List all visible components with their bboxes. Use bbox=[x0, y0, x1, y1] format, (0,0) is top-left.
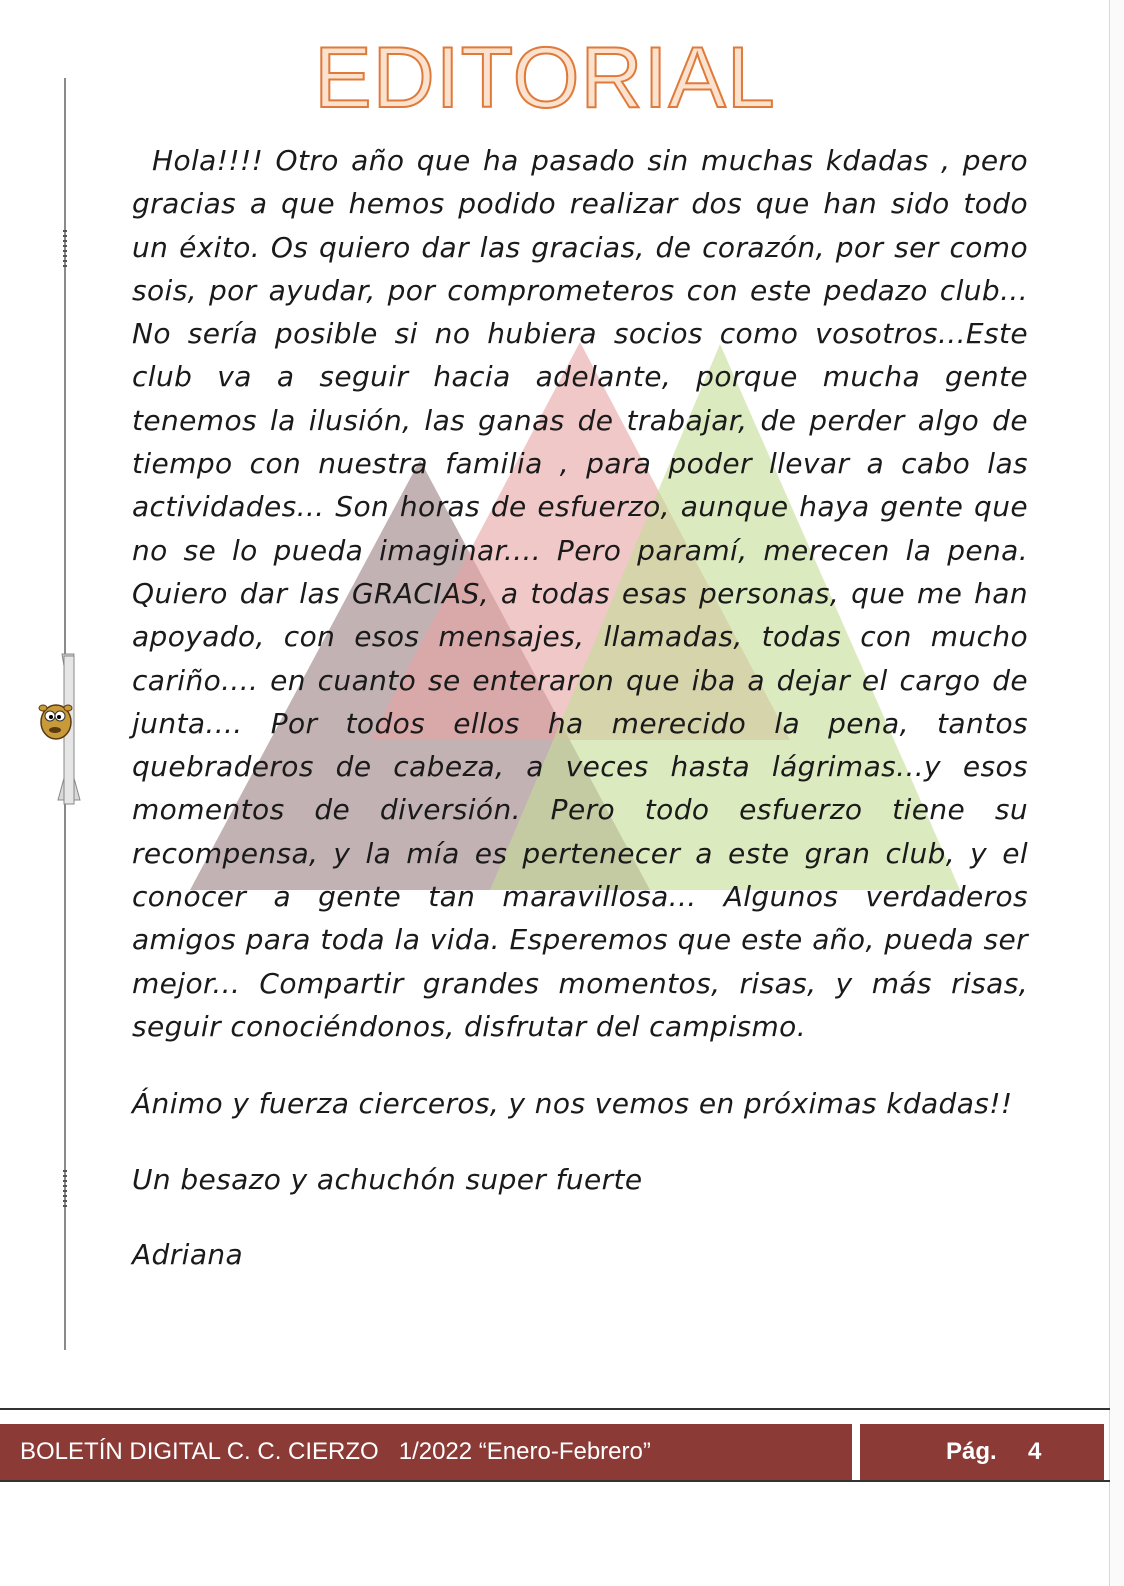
farewell-line: Un besazo y achuchón super fuerte bbox=[132, 1162, 643, 1196]
footer-publication: BOLETÍN DIGITAL C. C. CIERZO 1/2022 “Enero-Febrero” bbox=[0, 1424, 852, 1480]
margin-rule-mark bbox=[63, 1170, 67, 1210]
closing-paragraph: Ánimo y fuerza cierceros, y nos vemos en próximas kdadas!! bbox=[132, 1087, 1013, 1121]
page-edge bbox=[1109, 0, 1124, 1586]
editorial-paragraph: Hola!!!! Otro año que ha pasado sin muchas kdadas , pero gracias a que hemos podido realizar dos que han sido todo un éxito. Os quiero dar las gracias, de corazón, por ser como sois, por ayudar, por comprometeros con este pedazo club... No sería posible si no hubiera socios como vosotros...Este club va a seguir hacia adelante, porque mucha gente tenemos la ilusión, las ganas de trabajar, de perder algo de tiempo con nuestra familia , para poder llevar a cabo las actividades... Son horas de esfuerzo, aunque haya gente que no se lo pueda imaginar.... Pero paramí, merecen la pena. Quiero dar las GRACIAS, a todas esas personas, que me han apoyado, con esos mensajes, llamadas, todas con mucho cariño.... en cuanto se enteraron que iba a dejar el cargo de junta.... Por todos ellos ha merecido la pena, tantos quebraderos de cabeza, a veces hasta lágrimas...y esos momentos de diversión. Pero todo esfuerzo tiene su recompensa, y la mía es pertenecer a este gran club, y el conocer a gente tan maravillosa... Algunos verdaderos amigos para toda la vida. Esperemos que este año, pueda ser mejor... Compartir grandes momentos, risas, y más risas, seguir conociéndonos, disfrutar del campismo. bbox=[132, 144, 1028, 1043]
author-signature: Adriana bbox=[132, 1237, 244, 1271]
page-title: EDITORIAL bbox=[314, 30, 776, 126]
page-number: 4 bbox=[1028, 1438, 1042, 1465]
footer-rule bbox=[0, 1480, 1110, 1482]
page-label: Pág. bbox=[946, 1438, 997, 1465]
peeking-mascot-icon bbox=[38, 650, 100, 810]
footer-page bbox=[860, 1424, 1104, 1480]
margin-rule-mark bbox=[63, 230, 67, 270]
footer-rule bbox=[0, 1408, 1110, 1410]
editorial-body bbox=[132, 139, 1028, 1276]
